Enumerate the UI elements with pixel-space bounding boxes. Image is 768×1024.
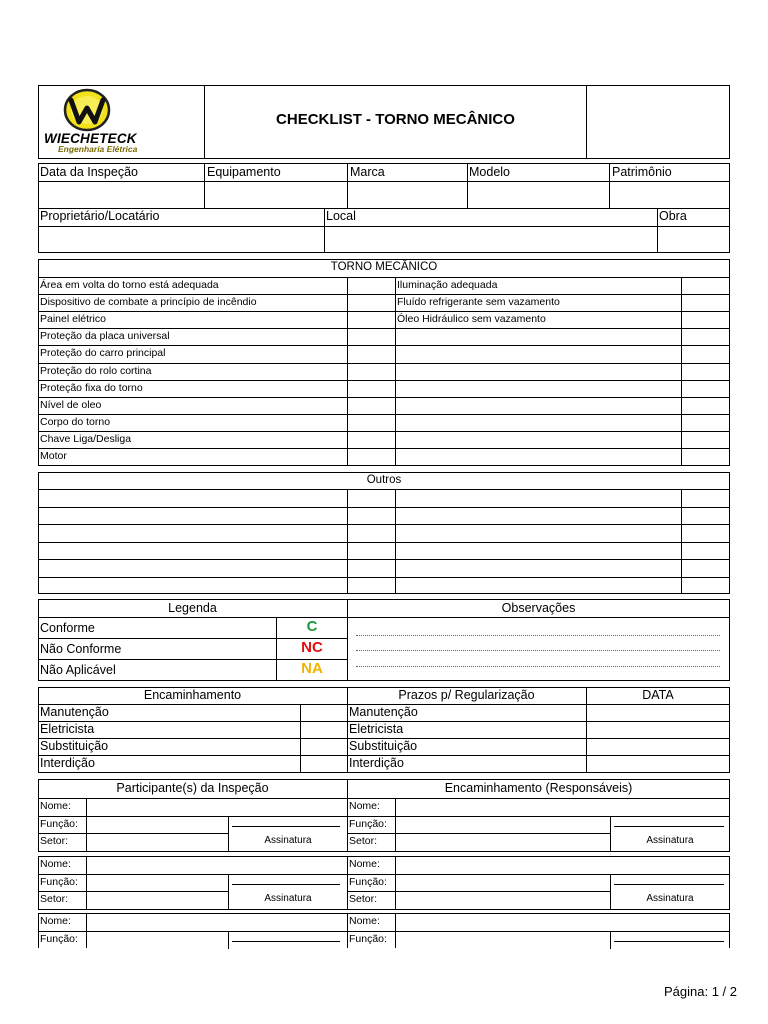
torno-item-status-cell[interactable] [348,312,394,327]
torno-item-label: Área em volta do torno está adequada [40,279,219,291]
sig-field-label: Nome: [40,800,71,812]
torno-item-label: Nível de oleo [40,399,102,411]
encaminhamento-item: Eletricista [40,722,95,736]
legend-code: NA [301,660,323,677]
field-modelo[interactable] [468,182,608,207]
torno-item-label: Dispositivo de combate a princípio de incêndio [40,296,257,308]
data-header: DATA [642,688,674,702]
responsavel-signature-field[interactable] [611,816,728,832]
legenda-header: Legenda [168,601,217,615]
torno-item-status-cell[interactable] [348,449,394,464]
sig-field-label: Setor: [40,835,69,847]
torno-item-label: Óleo Hidráulico sem vazamento [397,313,546,325]
outros-item-field[interactable] [39,560,347,576]
sig-field-label: Nome: [349,800,380,812]
sig-field-label: Função: [349,933,387,945]
responsavel-nome-input[interactable] [396,914,728,929]
page-number: Página: 1 / 2 [664,984,737,999]
label-modelo: Modelo [469,165,510,179]
signature-label: Assinatura [646,835,694,846]
label-obra: Obra [659,209,687,223]
participante-funcao-input[interactable] [87,875,227,890]
torno-item-status-cell[interactable] [348,364,394,379]
field-equipamento[interactable] [205,182,346,207]
torno-item-status-cell[interactable] [348,278,394,293]
encaminhamento-check-cell[interactable] [301,756,346,772]
outros-item-field[interactable] [39,508,347,524]
field-local[interactable] [325,227,656,252]
label-marca: Marca [350,165,385,179]
participante-nome-input[interactable] [87,799,346,814]
torno-item-status-cell[interactable] [348,415,394,430]
label-patrimonio: Patrimônio [612,165,672,179]
participante-funcao-input[interactable] [87,932,227,947]
sig-field-label: Nome: [40,858,71,870]
encaminhamento-item: Manutenção [40,705,109,719]
torno-item-status-cell[interactable] [348,398,394,413]
outros-item-field[interactable] [39,525,347,541]
sig-field-label: Função: [40,818,78,830]
torno-item-label: Corpo do torno [40,416,111,428]
participante-signature-field[interactable] [229,874,346,890]
logo-brand: WIECHETECK [44,131,137,146]
logo-w-icon [62,88,112,134]
torno-header: TORNO MECÂNICO [330,261,438,273]
responsavel-nome-input[interactable] [396,857,728,872]
participante-nome-input[interactable] [87,914,346,929]
torno-item-label: Proteção do carro principal [40,347,166,359]
participantes-header: Participante(s) da Inspeção [116,781,269,795]
participante-signature-field[interactable] [229,931,346,947]
torno-item-label: Motor [40,450,67,462]
sig-field-label: Nome: [349,915,380,927]
outros-item-field[interactable] [39,578,347,594]
sig-field-label: Setor: [349,835,378,847]
page-title: CHECKLIST - TORNO MECÂNICO [276,111,515,128]
field-patrimonio[interactable] [610,182,729,207]
legend-label: Conforme [40,621,95,635]
prazo-item: Eletricista [349,722,404,736]
torno-item-label: Chave Liga/Desliga [40,433,132,445]
participante-setor-input[interactable] [87,834,227,849]
legend-code: C [306,618,318,635]
encaminhamento-item: Substituição [40,739,109,753]
sig-field-label: Setor: [40,893,69,905]
participante-nome-input[interactable] [87,857,346,872]
responsavel-signature-field[interactable] [611,931,728,947]
observacoes-field[interactable] [348,618,729,680]
company-logo [44,88,199,156]
torno-item-label: Proteção da placa universal [40,330,170,342]
observacoes-header: Observações [501,601,576,615]
responsavel-setor-input[interactable] [396,834,609,849]
responsavel-funcao-input[interactable] [396,932,609,947]
legend-label: Não Conforme [40,642,122,656]
signature-label: Assinatura [264,893,312,904]
outros-item-field[interactable] [39,543,347,559]
torno-item-label: Iluminação adequada [397,279,498,291]
outros-header: Outros [366,474,402,486]
responsavel-funcao-input[interactable] [396,817,609,832]
field-marca[interactable] [348,182,466,207]
responsaveis-header: Encaminhamento (Responsáveis) [444,781,633,795]
encaminhamento-check-cell[interactable] [301,722,346,738]
prazo-date-cell[interactable] [587,739,729,755]
responsavel-nome-input[interactable] [396,799,728,814]
prazo-item: Manutenção [349,705,418,719]
sig-field-label: Nome: [40,915,71,927]
sig-field-label: Função: [349,818,387,830]
responsavel-signature-field[interactable] [611,874,728,890]
torno-item-status-cell[interactable] [682,295,729,310]
sig-field-label: Setor: [349,893,378,905]
label-local: Local [326,209,356,223]
field-obra[interactable] [658,227,729,252]
encaminhamento-item: Interdição [40,756,95,770]
torno-item-label: Proteção do rolo cortina [40,365,152,377]
prazo-date-cell[interactable] [587,756,729,772]
torno-item-label: Painel elétrico [40,313,106,325]
encaminhamento-check-cell[interactable] [301,705,346,721]
torno-item-status-cell[interactable] [348,295,394,310]
participante-setor-input[interactable] [87,892,227,907]
sig-field-label: Função: [40,933,78,945]
prazo-item: Substituição [349,739,418,753]
torno-item-label: Proteção fixa do torno [40,382,143,394]
prazo-item: Interdição [349,756,404,770]
sig-field-label: Função: [349,876,387,888]
legend-code: NC [301,639,323,656]
responsavel-funcao-input[interactable] [396,875,609,890]
outros-item-field[interactable] [39,490,347,506]
label-proprietario: Proprietário/Locatário [40,209,160,223]
field-proprietario[interactable] [39,227,323,252]
sig-field-label: Função: [40,876,78,888]
prazo-date-cell[interactable] [587,722,729,738]
prazos-header: Prazos p/ Regularização [398,688,535,702]
participante-funcao-input[interactable] [87,817,227,832]
label-equipamento: Equipamento [207,165,281,179]
torno-item-status-cell[interactable] [348,329,394,344]
signature-label: Assinatura [264,835,312,846]
legend-label: Não Aplicável [40,663,116,677]
encaminhamento-check-cell[interactable] [301,739,346,755]
responsavel-setor-input[interactable] [396,892,609,907]
label-data-inspecao: Data da Inspeção [40,165,138,179]
torno-item-status-cell[interactable] [348,432,394,447]
logo-tagline: Engenharia Elétrica [58,144,138,154]
torno-item-status-cell[interactable] [682,312,729,327]
torno-item-status-cell[interactable] [682,278,729,293]
torno-item-label: Fluído refrigerante sem vazamento [397,296,560,308]
prazo-date-cell[interactable] [587,705,729,721]
signature-label: Assinatura [646,893,694,904]
field-data-inspecao[interactable] [39,182,203,207]
torno-item-status-cell[interactable] [348,346,394,361]
torno-item-status-cell[interactable] [348,381,394,396]
encaminhamento-header: Encaminhamento [143,688,242,702]
sig-field-label: Nome: [349,858,380,870]
participante-signature-field[interactable] [229,816,346,832]
